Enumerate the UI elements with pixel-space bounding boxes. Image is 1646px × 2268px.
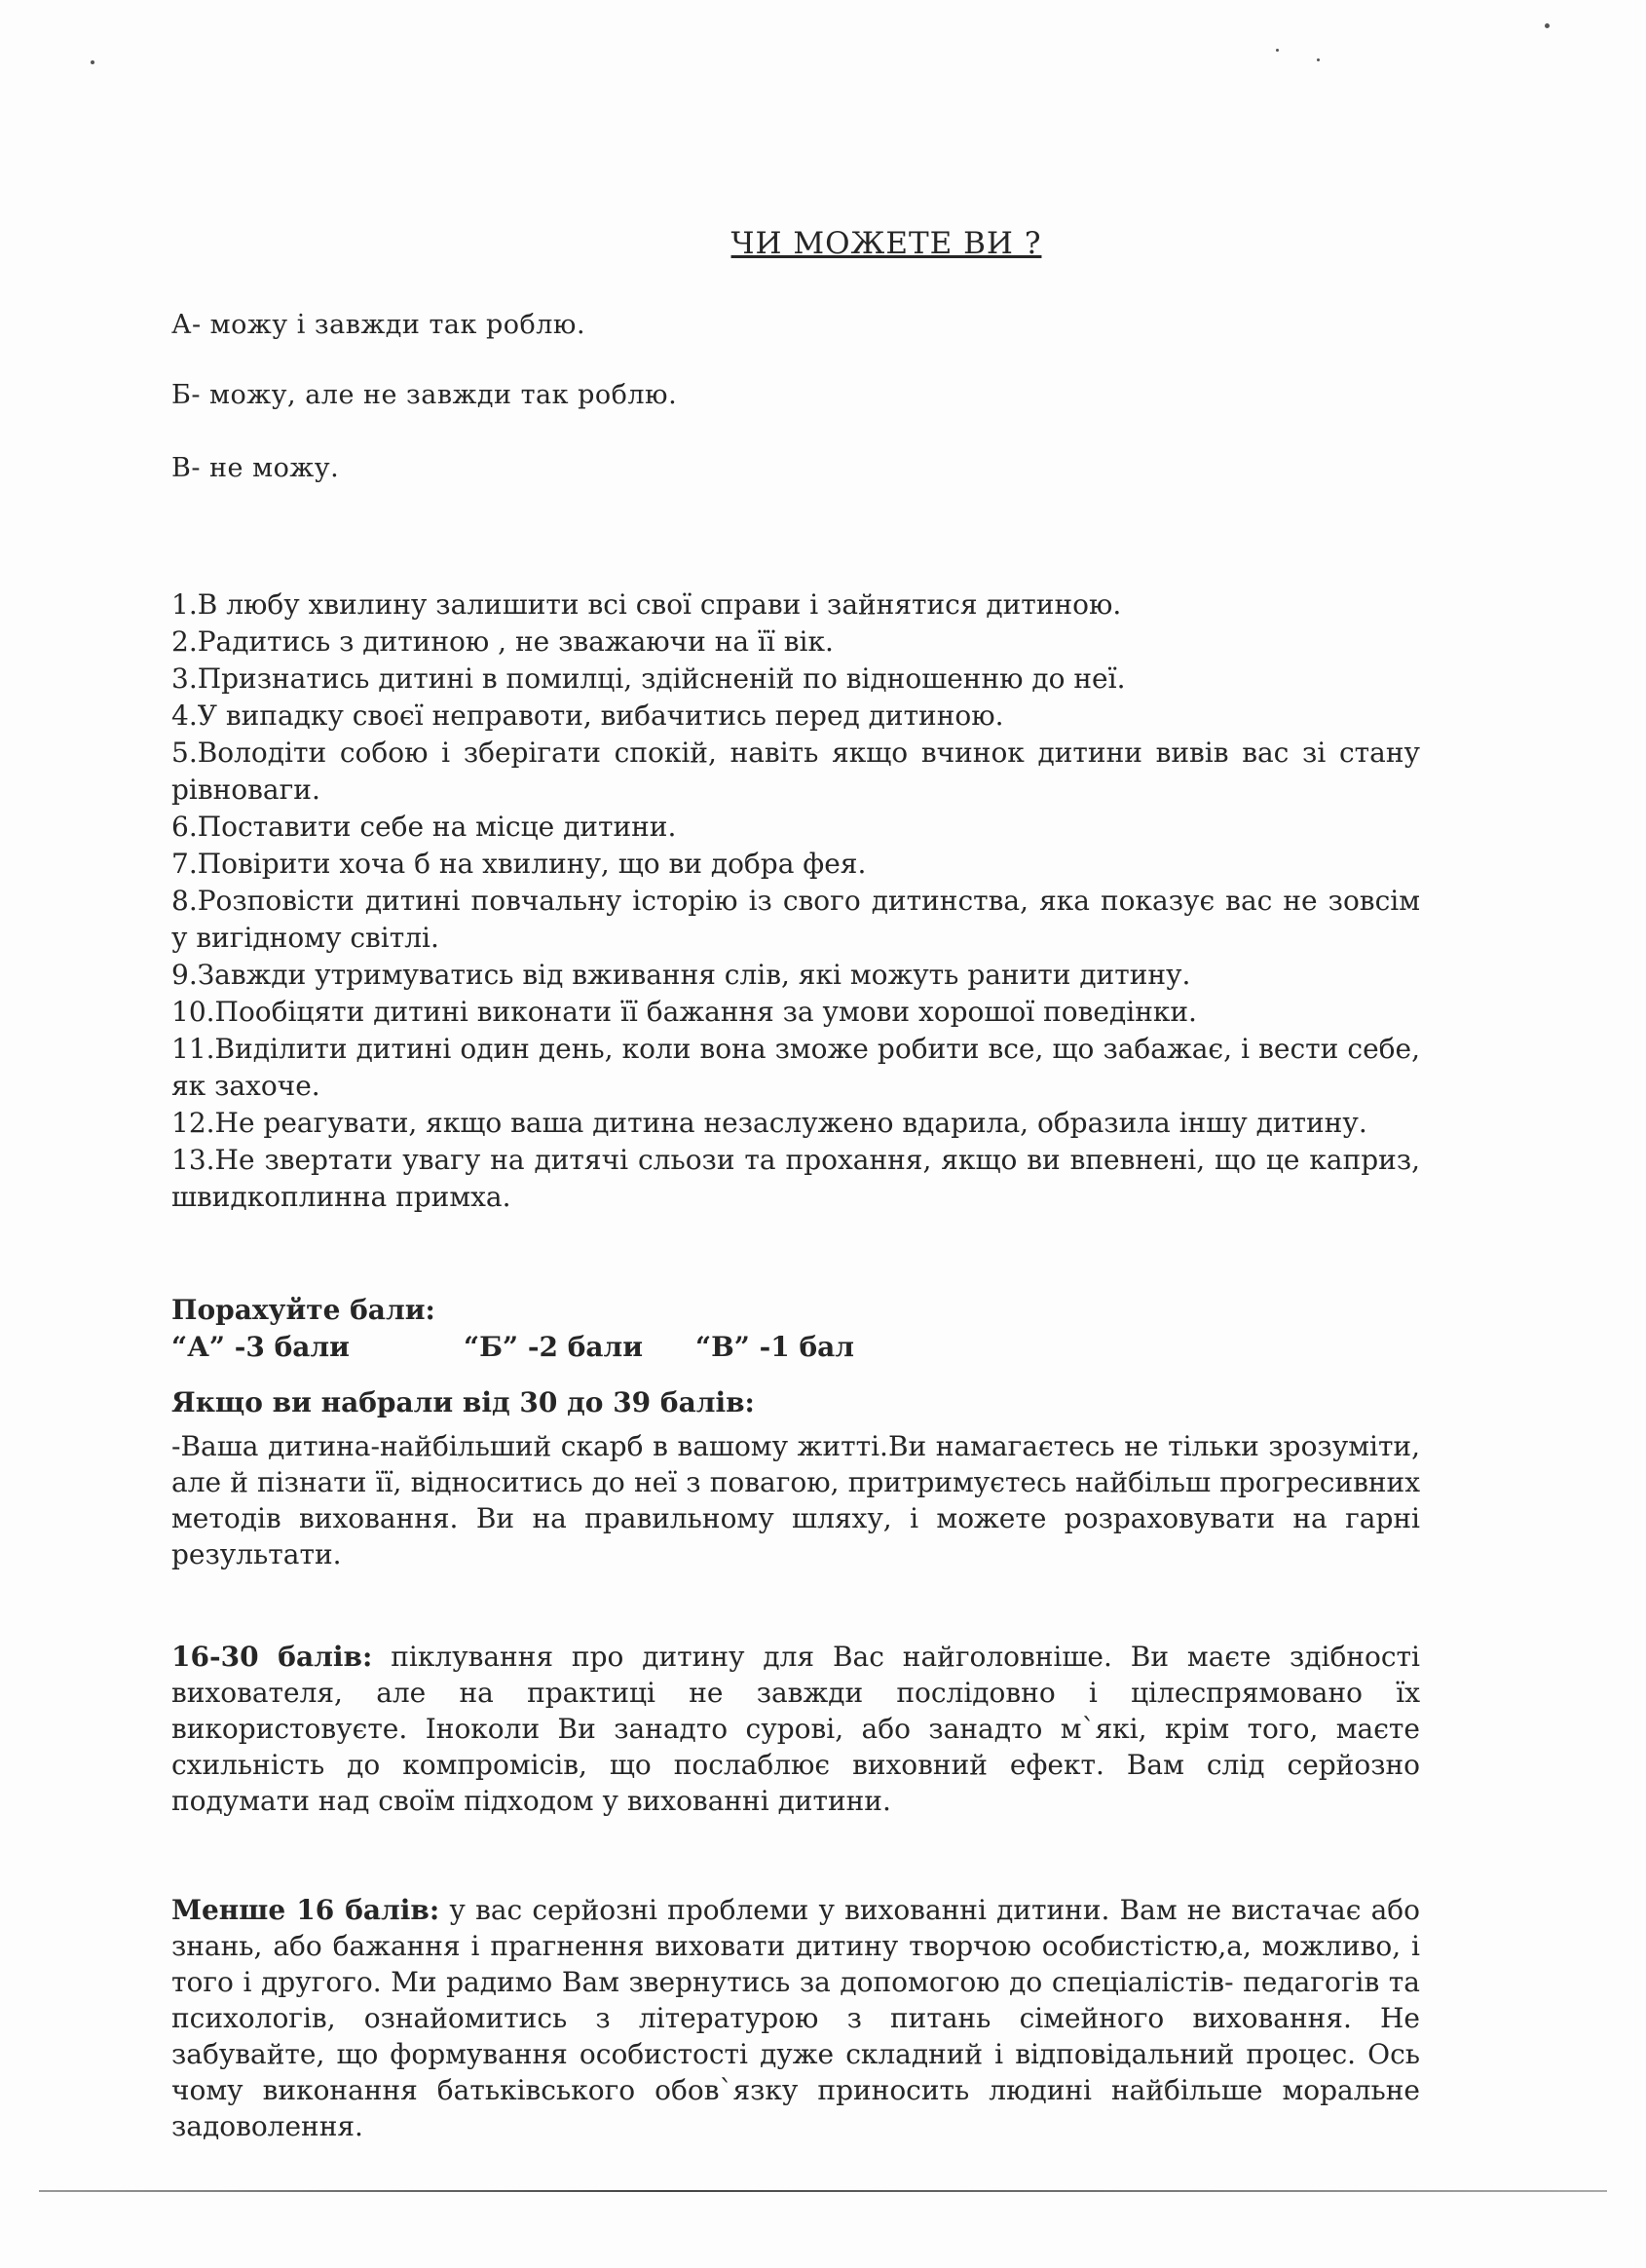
question-item: 12.Не реагувати, якщо ваша дитина незаслужено вдарила, образила іншу дитину.: [171, 1107, 1367, 1139]
score-a: “А” -3 бали: [171, 1331, 350, 1363]
answer-option-c: В- не можу.: [171, 453, 340, 483]
answer-option-a: А- можу і завжди так роблю.: [171, 310, 586, 340]
question-item: 2.Радитись з дитиною , не зважаючи на її вік.: [171, 625, 834, 658]
result-high-text: -Ваша дитина-найбільший скарб в вашому житті.Ви намагаєтесь не тільки зрозуміти, але й пізнати її, відноситись до неї з повагою, притримуєтесь найбільш прогресивних методів виховання. Ви на правильному шляху, і можете розраховувати на гарні результати.: [171, 1430, 1420, 1570]
question-item: 11.Виділити дитині один день, коли вона зможе робити все, що забажає, і вести себе, як захоче.: [171, 1033, 1420, 1102]
question-list: [171, 586, 1420, 1216]
score-b: “Б” -2 бали: [464, 1331, 644, 1363]
result-mid: [171, 1639, 1420, 1819]
document-title: ЧИ МОЖЕТЕ ВИ ?: [730, 226, 1042, 261]
result-low-text: у вас серйозні проблеми у вихованні дитини. Вам не вистачає або знань, або бажання і прагнення виховати дитину творчою особистістю,а, можливо, і того і другого. Ми радимо Вам звернутись за допомогою до спеціалістів- педагогів та психологів, ознайомитись з літературою з питань сімейного виховання. Не забувайте, що формування особистості дуже складний і відповідальний процес. Ось чому виконання батьківського обов`язку приносить людині найбільше моральне задоволення.: [171, 1894, 1420, 2142]
question-item: 5.Володіти собою і зберігати спокій, навіть якщо вчинок дитини вивів вас зі стану рівноваги.: [171, 737, 1420, 806]
result-mid-text: піклування про дитину для Вас найголовніше. Ви маєте здібності вихователя, але на практиці не завжди послідовно і цілеспрямовано їх використовуєте. Іноколи Ви занадто сурові, або занадто м`які, крім того, маєте схильність до компромісів, що послаблює виховний ефект. Вам слід серйозно подумати над своїм підходом у вихованні дитини.: [171, 1641, 1420, 1817]
scan-speck: [1276, 49, 1279, 52]
question-item: 1.В любу хвилину залишити всі свої справи і зайнятися дитиною.: [171, 588, 1122, 621]
question-item: 6.Поставити себе на місце дитини.: [171, 811, 677, 843]
scoring-block: [171, 1292, 854, 1366]
score-c: “В” -1 бал: [695, 1331, 855, 1363]
bottom-rule: [39, 2190, 1607, 2192]
scan-speck: [1317, 58, 1320, 61]
answer-option-b: Б- можу, але не завжди так роблю.: [171, 380, 678, 410]
result-mid-heading: 16-30 балів:: [171, 1641, 373, 1673]
scoring-row: [171, 1329, 854, 1366]
scan-speck: [1545, 23, 1550, 28]
scoring-heading: Порахуйте бали:: [171, 1294, 435, 1326]
question-item: 3.Признатись дитині в помилці, здійсненій по відношенню до неї.: [171, 662, 1126, 695]
question-item: 4.У випадку своєї неправоти, вибачитись перед дитиною.: [171, 699, 1004, 732]
question-item: 7.Повірити хоча б на хвилину, що ви добра фея.: [171, 848, 867, 880]
result-low: [171, 1892, 1420, 2144]
question-item: 13.Не звертати увагу на дитячі сльози та прохання, якщо ви впевнені, що це каприз, швидкоплинна примха.: [171, 1144, 1420, 1213]
question-item: 9.Завжди утримуватись від вживання слів, які можуть ранити дитину.: [171, 959, 1191, 991]
question-item: 8.Розповісти дитині повчальну історію із свого дитинства, яка показує вас не зовсім у вигідному світлі.: [171, 885, 1420, 954]
scan-speck: [91, 60, 94, 64]
result-high-heading: Якщо ви набрали від 30 до 39 балів:: [171, 1386, 755, 1418]
question-item: 10.Пообіцяти дитині виконати її бажання за умови хорошої поведінки.: [171, 996, 1197, 1028]
result-low-heading: Менше 16 балів:: [171, 1894, 440, 1926]
